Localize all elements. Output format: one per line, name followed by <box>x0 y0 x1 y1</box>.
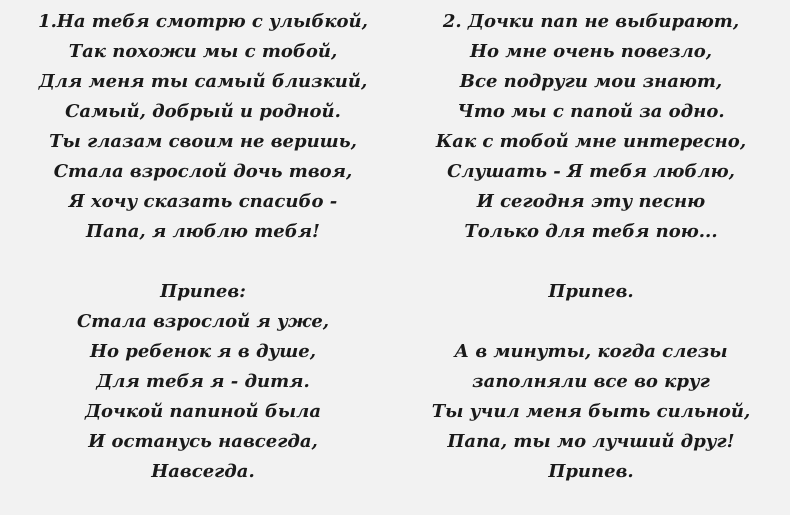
right-column <box>405 7 777 487</box>
final-chorus-reference: Припев. <box>548 461 634 482</box>
chorus-line: Дочкой папиной была <box>85 401 321 422</box>
bridge-line: А в минуты, когда слезы <box>454 341 728 362</box>
verse-1-line: Ты глазам своим не веришь, <box>49 131 357 152</box>
chorus-reference: Припев. <box>548 281 634 302</box>
chorus-line: И останусь навсегда, <box>88 431 318 452</box>
stanza-gap <box>18 247 388 277</box>
verse-1-line: Так похожи мы с тобой, <box>68 41 338 62</box>
verse-1-line: Для меня ты самый близкий, <box>38 71 368 92</box>
chorus-line: Но ребенок я в душе, <box>89 341 317 362</box>
verse-2-line: Но мне очень повезло, <box>469 41 713 62</box>
chorus-line: Для тебя я - дитя. <box>96 371 310 392</box>
left-column <box>18 7 388 487</box>
bridge-line: Папа, ты мо лучший друг! <box>447 431 735 452</box>
chorus-title: Припев: <box>160 281 246 302</box>
verse-1-line: Самый, добрый и родной. <box>65 101 341 122</box>
verse-2-line: Слушать - Я тебя люблю, <box>447 161 735 182</box>
stanza-gap <box>405 307 777 337</box>
verse-1-line: 1.На тебя смотрю с улыбкой, <box>38 11 368 32</box>
verse-1-line: Стала взрослой дочь твоя, <box>53 161 353 182</box>
chorus-line: Стала взрослой я уже, <box>76 311 330 332</box>
bridge-line: Ты учил меня быть сильной, <box>431 401 751 422</box>
verse-2-line: Что мы с папой за одно. <box>457 101 725 122</box>
verse-2-line: Как с тобой мне интересно, <box>435 131 747 152</box>
verse-2-line: И сегодня эту песню <box>476 191 706 212</box>
bridge-line: заполняли все во круг <box>472 371 710 392</box>
verse-2-line: Только для тебя пою... <box>464 221 718 242</box>
chorus-line: Навсегда. <box>151 461 255 482</box>
verse-2-line: Все подруги мои знают, <box>459 71 723 92</box>
stanza-gap <box>405 247 777 277</box>
verse-1-line: Папа, я люблю тебя! <box>86 221 320 242</box>
verse-2-line: 2. Дочки пап не выбирают, <box>442 11 740 32</box>
verse-1-line: Я хочу сказать спасибо - <box>68 191 338 212</box>
